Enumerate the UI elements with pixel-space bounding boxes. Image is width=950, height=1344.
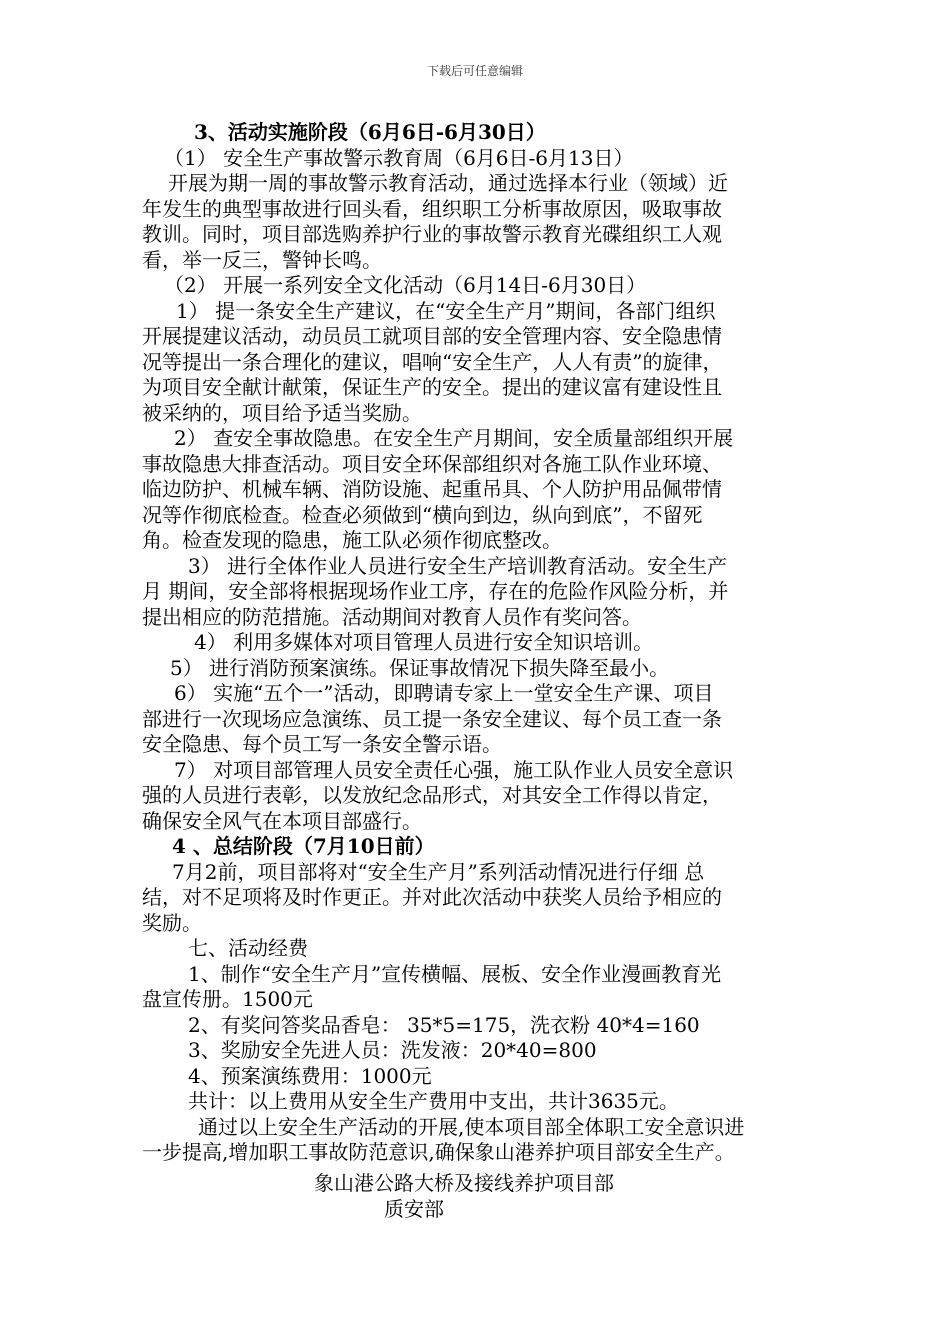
section-heading: 3、活动实施阶段（6月6日-6月30日）	[194, 120, 546, 144]
paragraph-line: 结，对不足项将及时作更正。并对此次活动中获奖人员给予相应的	[142, 885, 722, 909]
paragraph-line: 4、预案演练费用：1000元	[188, 1063, 432, 1088]
paragraph-line: 5） 进行消防预案演练。保证事故情况下损失降至最小。	[170, 655, 670, 680]
paragraph-line: 2） 查安全事故隐患。在安全生产月期间，安全质量部组织开展	[174, 426, 734, 450]
paragraph-line: 通过以上安全生产活动的开展,使本项目部全体职工安全意识进	[198, 1114, 745, 1139]
paragraph-line: 年发生的典型事故进行回头看，组织职工分析事故原因，吸取事故	[142, 196, 722, 221]
paragraph-line: 月 期间，安全部将根据现场作业工序，存在的危险作风险分析，并	[142, 579, 729, 603]
paragraph-line: 况等作彻底检查。检查必须做到“横向到边，纵向到底”，不留死	[142, 502, 703, 527]
paragraph-line: 7） 对项目部管理人员安全责任心强，施工队作业人员安全意识	[174, 757, 734, 782]
paragraph-line: （1） 安全生产事故警示教育周（6月6日-6月13日）	[164, 145, 634, 170]
paragraph-line: 奖励。	[142, 910, 202, 935]
paragraph-line: 4） 利用多媒体对项目管理人员进行安全知识培训。	[194, 630, 654, 654]
paragraph-line: 角。检查发现的隐患，施工队必须作彻底整改。	[142, 528, 562, 552]
section-heading: 4 、总结阶段（7月10日前）	[172, 834, 435, 858]
paragraph-line: 6） 实施“五个一”活动，即聘请专家上一堂安全生产课、项目	[174, 681, 714, 705]
paragraph-line: 教训。同时，项目部选购养护行业的事故警示教育光碟组织工人观	[142, 222, 722, 246]
paragraph-line: 1、制作“安全生产月”宣传横幅、展板、安全作业漫画教育光	[188, 961, 722, 986]
paragraph-line: 3） 进行全体作业人员进行安全生产培训教育活动。安全生产	[188, 553, 728, 578]
page-header: 下载后可任意编辑	[426, 64, 523, 78]
paragraph-line: 共计：以上费用从安全生产费用中支出，共计3635元。	[188, 1089, 679, 1113]
paragraph-line: 七、活动经费	[188, 936, 308, 960]
paragraph-line: 况等提出一条合理化的建议，唱响“安全生产，人人有责”的旋律，	[142, 349, 723, 374]
paragraph-line: 1） 提一条安全生产建议，在“安全生产月”期间，各部门组织	[176, 298, 716, 323]
paragraph-line: 安全隐患、每个员工写一条安全警示语。	[142, 732, 502, 756]
signature-org: 象山港公路大桥及接线养护项目部	[314, 1171, 614, 1195]
paragraph-line: 盘宣传册。1500元	[142, 987, 313, 1011]
paragraph-line: 临边防护、机械车辆、消防设施、起重吊具、个人防护用品佩带情	[142, 477, 722, 501]
paragraph-line: 部进行一次现场应急演练、员工提一条安全建议、每个员工查一条	[142, 706, 722, 731]
paragraph-line: （2） 开展一系列安全文化活动（6月14日-6月30日）	[164, 273, 647, 297]
document-body	[142, 120, 812, 1166]
paragraph-line: 2、有奖问答奖品香皂： 35*5=175，洗衣粉 40*4=160	[188, 1012, 700, 1037]
paragraph-line: 开展提建议活动，动员员工就项目部的安全管理内容、安全隐患情	[142, 324, 722, 348]
paragraph-line: 为项目安全献计献策，保证生产的安全。提出的建议富有建设性且	[142, 375, 722, 399]
paragraph-line: 强的人员进行表彰，以发放纪念品形式，对其安全工作得以肯定，	[142, 783, 722, 807]
signature-dept: 质安部	[384, 1197, 444, 1221]
paragraph-line: 被采纳的，项目给予适当奖励。	[142, 400, 422, 425]
paragraph-line: 7月2前，项目部将对“安全生产月”系列活动情况进行仔细 总	[172, 859, 705, 884]
paragraph-line: 事故隐患大排查活动。项目安全环保部组织对各施工队作业环境、	[142, 451, 722, 476]
paragraph-line: 提出相应的防范措施。活动期间对教育人员作有奖问答。	[142, 604, 642, 629]
paragraph-line: 一步提高,增加职工事故防范意识,确保象山港养护项目部安全生产。	[142, 1140, 735, 1164]
paragraph-line: 开展为期一周的事故警示教育活动，通过选择本行业（领域）近	[168, 171, 728, 195]
paragraph-line: 看，举一反三，警钟长鸣。	[142, 247, 382, 272]
paragraph-line: 确保安全风气在本项目部盛行。	[142, 808, 422, 833]
paragraph-line: 3、奖励安全先进人员：洗发液：20*40=800	[188, 1038, 597, 1062]
